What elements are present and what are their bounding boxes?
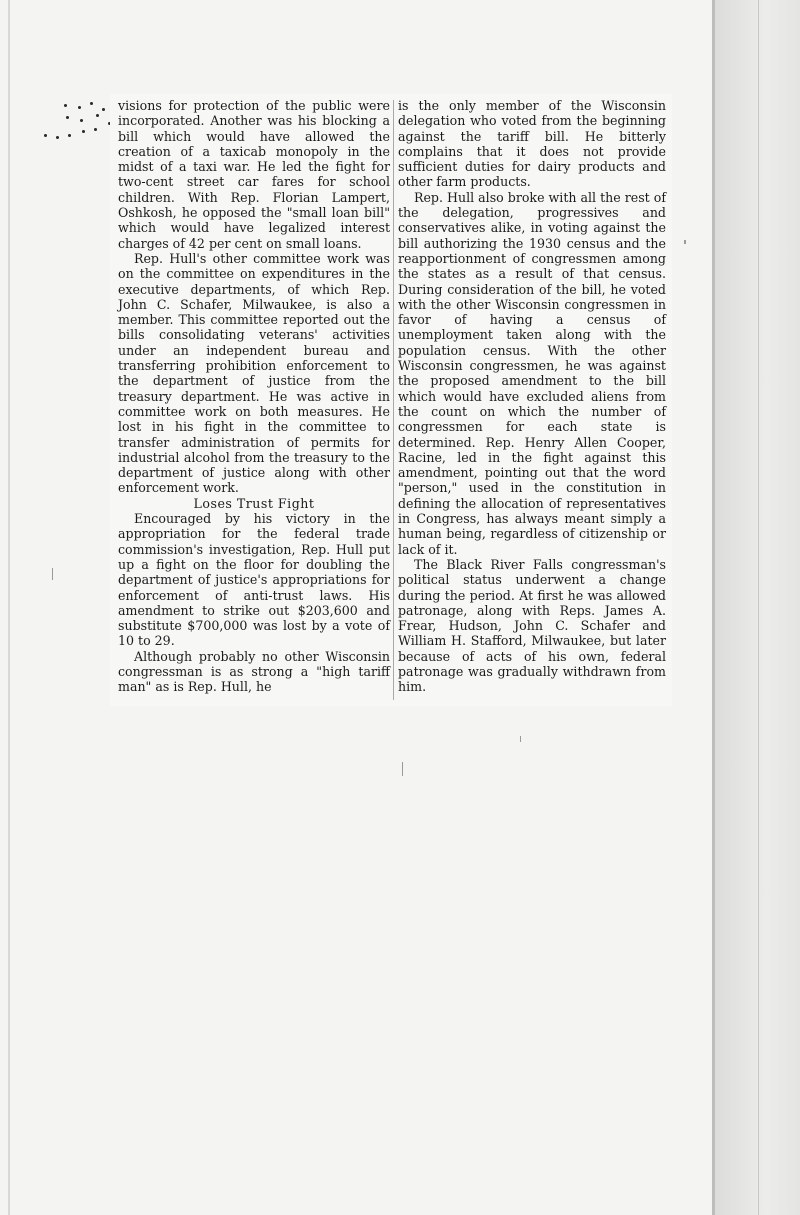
scan-speck [52,568,53,580]
left-paragraph-2: Rep. Hull's other committee work was on the committee on expenditures in the executive departments, of which Rep. John C. Schafer, Milwaukee, is also a member. This committee reported out the bills consolidating veterans' activities under an independent bureau and transferring prohibition enforcement to the department of justice from the treasury department. He was active in committee work on both measures. He lost in his fight in the committee to transfer administration of permits for industrial alcohol from the treasury to the department of justice along with other enforcement work. [118,250,390,496]
scan-speck [402,762,403,776]
right-paragraph-1: is the only member of the Wisconsin delegation who voted from the beginning against the tariff bill. He bitterly complains that it does not provide sufficient duties for dairy products and other farm products. [398,98,666,190]
article-right-column [398,98,666,695]
left-paragraph-1: visions for protection of the public were incorporated. Another was his blocking a bill which would have allowed the creation of a taxicab monopoly in the midst of a taxi war. He led the fight for two-cent street car fares for school children. With Rep. Florian Lampert, Oshkosh, he opposed the "small loan bill" which would have legalized interest charges of 42 per cent on small loans. [118,98,390,251]
page-edge-left [8,0,10,1215]
right-paragraph-2: Rep. Hull also broke with all the rest of the delegation, progressives and conservatives alike, in voting against the bill authorizing the 1930 census and the reapportionment of congressmen among the states as a result of that census. During consideration of the bill, he voted with the other Wisconsin congressmen in favor of having a census of unemployment taken along with the population census. With the other Wisconsin congressmen, he was against the proposed amendment to the bill which would have excluded aliens from the count on which the number of congressmen for each state is determined. Rep. Henry Allen Cooper, Racine, led in the fight against this amendment, pointing out that the word "person," used in the constitution in defining the allocation of representatives in Congress, has always meant simply a human being, regardless of citizenship or lack of it. [398,189,666,557]
subheading: Loses Trust Fight [193,495,315,511]
article-left-column [118,98,390,695]
page-edge-line [758,0,759,1215]
right-paragraph-3: The Black River Falls congressman's political status underwent a change during the period. At first he was allowed patronage, along with Reps. James A. Frear, Hudson, John C. Schafer and William H. Stafford, Milwaukee, but later because of acts of his own, federal patronage was gradually withdrawn from him. [398,556,666,695]
ink-dots [38,100,118,140]
column-divider [393,100,394,700]
left-paragraph-4: Although probably no other Wisconsin congressman is as strong a "high tariff man" as is Rep. Hull, he [118,648,390,695]
scan-speck [520,736,521,742]
scan-speck [684,240,686,244]
left-paragraph-3: Encouraged by his victory in the appropriation for the federal trade commission's investigation, Rep. Hull put up a fight on the floor for doubling the department of justice's appropriations for enforcement of anti-trust laws. His amendment to strike out $203,600 and substitute $700,000 was lost by a vote of 10 to 29. [118,511,390,649]
